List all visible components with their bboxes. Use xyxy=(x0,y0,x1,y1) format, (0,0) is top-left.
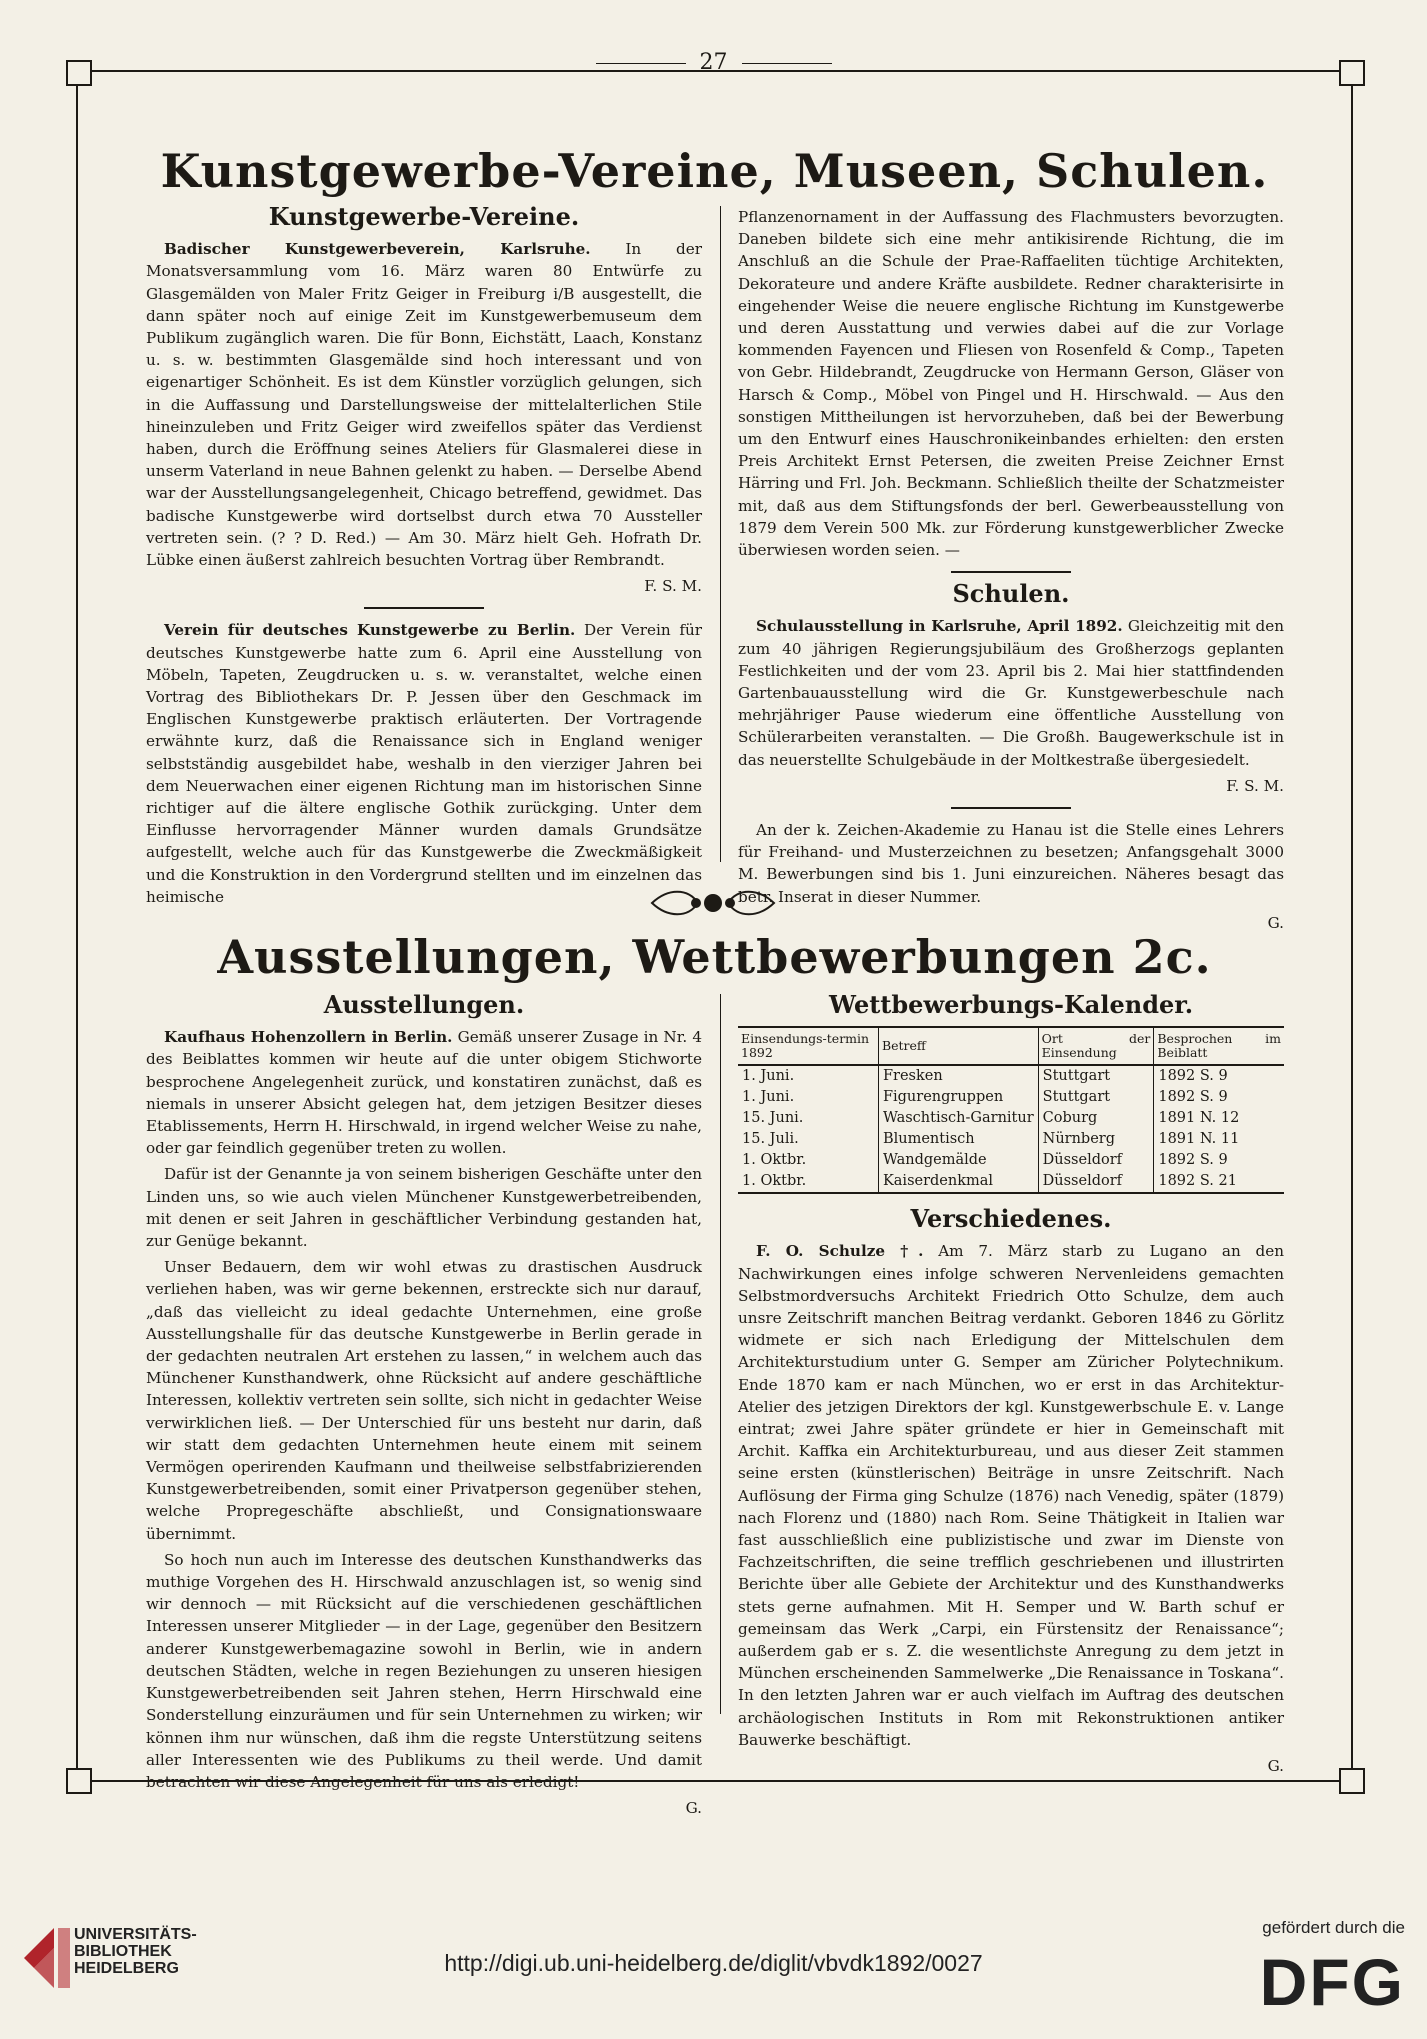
divider xyxy=(951,571,1071,573)
table-header-row xyxy=(738,1027,1284,1065)
divider xyxy=(364,607,484,609)
table-cell: Blumentisch xyxy=(878,1129,1038,1150)
signature: F. S. M. xyxy=(1226,776,1284,795)
signature: F. S. M. xyxy=(644,577,702,596)
paragraph: An der k. Zeichen-Akademie zu Hanau ist die Stelle eines Lehrers für Freihand- und Musterzeichnen zu besetzen; Anfangsgehalt 3000 M. Bewerbungen sind bis 1. Juni einzureichen. Näheres besagt das betr. Inserat in dieser Nummer. xyxy=(738,821,1284,906)
subhead-verschiedenes: Verschiedenes. xyxy=(910,1204,1112,1234)
ub-line: BIBLIOTHEK xyxy=(74,1943,172,1960)
section2-left-column xyxy=(146,990,702,1827)
signature: G. xyxy=(685,1799,702,1818)
table-cell: Düsseldorf xyxy=(1038,1150,1154,1171)
paragraph-text: In der Monatsversammlung vom 16. März waren 80 Entwürfe zu Glasgemälden von Maler Fritz Geiger in Freiburg i/B ausgestellt, die dann später noch auf einige Zeit im Kunstgewerbemuseum dem Publikum zugänglich waren. Die für Bonn, Eichstätt, Laach, Konstanz u. s. w. bestimmten Glasgemälde sind hoch interessant und von eigenartiger Schönheit. Es ist dem Künstler vorzüglich gelungen, sich in die Auffassung und Darstellungsweise der mittelalterlichen Stile hineinzuleben und Fritz Geiger wird zweifellos später das Verdienst haben, durch die Eröffnung seines Ateliers für Glasmalerei diese in unserm Vaterland in neue Bahnen gelenkt zu haben. — Derselbe Abend war der Ausstellungsangelegenheit, Chicago betreffend, gewidmet. Das badische Kunstgewerbe wird dortselbst durch etwa 70 Aussteller vertreten sein. (? ? D. Red.) — Am 30. März hielt Geh. Hofrath Dr. Lübke einen äußerst zahlreich besuchten Vortrag über Rembrandt. xyxy=(146,240,702,570)
frame-corner xyxy=(1339,60,1365,86)
table-cell: Fresken xyxy=(878,1065,1038,1087)
table-cell: 1. Juni. xyxy=(742,1068,795,1085)
paragraph xyxy=(146,1026,702,1159)
table-cell: Nürnberg xyxy=(1038,1129,1154,1150)
section2-title: Ausstellungen, Wettbewerbungen 2c. xyxy=(217,930,1212,984)
table-header: Besprochen im Beiblatt xyxy=(1154,1027,1284,1065)
source-url-link[interactable]: http://digi.ub.uni-heidelberg.de/diglit/vbvdk1892/0027 xyxy=(444,1950,983,1976)
paragraph-lead: Schulausstellung in Karlsruhe, April 1892. xyxy=(756,617,1123,636)
table-cell: 1892 S. 9 xyxy=(1154,1065,1284,1087)
subhead-ausstellungen: Ausstellungen. xyxy=(323,990,525,1019)
paragraph: Unser Bedauern, dem wir wohl etwas zu drastischen Ausdruck verliehen haben, was wir gerne bekennen, erstreckte sich nur darauf, „daß das vielleicht zu ideal gedachte Unternehmen, eine große Ausstellungshalle für das deutsche Kunstgewerbe in Berlin gerade in der gedachten neutralen Art erstehen zu lassen,“ in welchem auch das Münchener Kunsthandwerk, ohne Rücksicht auf andere geschäftliche Interessen, kollektiv vertreten sein sollte, sich nicht in gedachter Weise verwirklichen ließ. — Der Unterschied für uns besteht nur darin, daß wir statt dem gedachten Unternehmen heute einem mit seinem Vermögen operirenden Kaufmann und theilweise selbstfabrizierenden Kunstgewerbetreibenden, somit einer Privatperson gegenüber stehen, welche Propregeschäfte abschließt, und Consignationswaare übernimmt. xyxy=(146,1258,702,1543)
paragraph-lead: Verein für deutsches Kunstgewerbe zu Berlin. xyxy=(164,621,576,640)
paragraph xyxy=(738,615,1284,770)
table-cell: 1891 N. 11 xyxy=(1154,1129,1284,1150)
paragraph: Pflanzenornament in der Auffassung des Flachmusters bevorzugten. Daneben bildete sich eine mehr antikisirende Richtung, die im Anschluß an die Schule der Prae-Raffaeliten tüchtige Architekten, Dekorateure und andere Kräfte ausbildete. Redner charakterisirte in eingehender Weise die neuere englische Richtung im Kunstgewerbe und deren Ausstattung und verwies dabei auf die zur Vorlage kommenden Fayencen und Fliesen von Rosenfeld & Comp., Tapeten von Gebr. Hildebrandt, Zeugdrucke von Hermann Gerson, Gläser von Harsch & Comp., Möbel von Pingel und H. Hirschwald. — Aus den sonstigen Mittheilungen ist hervorzuheben, daß bei der Bewerbung um den Entwurf eines Hauschronikeinbandes erhielten: den ersten Preis Architekt Ernst Petersen, die zweiten Preise Zeichner Ernst Härring und Frl. Joh. Beckmann. Schließlich theilte der Schatzmeister mit, daß aus dem Stiftungsfonds der berl. Gewerbeausstellung von 1879 dem Verein 500 Mk. zur Förderung kunstgewerblicher Zwecke überwiesen worden seien. — xyxy=(738,208,1284,560)
table-cell: 1892 S. 9 xyxy=(1154,1150,1284,1171)
dfg-label: gefördert durch die xyxy=(1262,1918,1405,1937)
table-row xyxy=(738,1108,1284,1129)
table-cell: Figurengruppen xyxy=(878,1087,1038,1108)
ornament-divider xyxy=(648,886,778,920)
column-divider xyxy=(720,206,721,862)
paragraph: Dafür ist der Genannte ja von seinem bisherigen Geschäfte unter den Linden uns, so wie auch vielen Münchener Kunstgewerbetreibenden, mit denen er seit Jahren in geschäftlicher Verbindung gestanden hat, zur Genüge bekannt. xyxy=(146,1165,702,1251)
table-cell: 1891 N. 12 xyxy=(1154,1108,1284,1129)
frame-corner xyxy=(66,1768,92,1794)
paragraph: So hoch nun auch im Interesse des deutschen Kunsthandwerks das muthige Vorgehen des H. Hirschwald anzuschlagen ist, so wenig sind wir dennoch — mit Rücksicht auf die verschiedenen geschäftlichen Interessen unserer Mitglieder — in der Lage, gegenüber den Besitzern anderer Kunstgewerbemagazine sowohl in Berlin, wie in andern deutschen Städten, welche in regen Beziehungen zu unseren hiesigen Kunstgewerbetreibenden seit Jahren stehen, Herrn Hirschwald eine Sonderstellung einzuräumen und für sein Unternehmen zu wirken; wir können ihm nur wünschen, daß ihm die regste Unterstützung seitens aller Interessenten wie des Publikums zu theil werde. Und damit betrachten wir diese Angelegenheit für uns als erledigt! xyxy=(146,1550,702,1791)
table-row xyxy=(738,1087,1284,1108)
table-cell: 1. Oktbr. xyxy=(738,1171,878,1193)
page-number: 27 xyxy=(0,50,1427,75)
subhead-kalender: Wettbewerbungs-Kalender. xyxy=(828,990,1194,1019)
ub-line: UNIVERSITÄTS- xyxy=(74,1926,197,1943)
table-cell: Stuttgart xyxy=(1038,1065,1154,1087)
section1-right-column xyxy=(738,206,1284,942)
table-cell: Waschtisch-Garnitur xyxy=(878,1108,1038,1129)
table-cell: 15. Juni. xyxy=(742,1110,804,1127)
table-cell: Coburg xyxy=(1038,1108,1154,1129)
section2-right-column xyxy=(738,990,1284,1785)
paragraph xyxy=(146,619,702,908)
paragraph xyxy=(738,1240,1284,1751)
divider xyxy=(951,807,1071,809)
paragraph-text: Am 7. März starb zu Lugano an den Nachwirkungen eines infolge schweren Nervenleidens gemachten Selbstmordversuchs Architekt Friedrich Otto Schulze, dem auch unsre Zeitschrift manchen Beitrag verdankt. Geboren 1846 zu Görlitz widmete er sich nach Erledigung der Mittelschulen dem Architekturstudium unter G. Semper am Züricher Polytechnikum. Ende 1870 kam er nach München, wo er erst in das Architektur-Atelier des jetzigen Direktors der kgl. Kunstgewerbschule E. v. Lange eintrat; zwei Jahre später gründete er hier in Gemeinschaft mit Archit. Kaffka ein Architekturbureau, und aus dieser Zeit stammen seine ersten (künstlerischen) Beiträge in unsre Zeitschrift. Nach Auflösung der Firma ging Schulze (1876) nach Venedig, später (1879) nach Florenz und (1880) nach Rom. Seine Thätigkeit in Italien war fast ausschließlich eine publizistische und zwar im Dienste von Fachzeitschriften, die seine trefflich geschriebenen und illustrirten Berichte über alle Gebiete der Architektur und des Kunsthandwerks stets gerne aufnahmen. Mit H. Semper und W. Barth schuf er gemeinsam das Werk „Carpi, ein Fürstensitz der Renaissance“; außerdem gab er s. Z. die wesentlichste Anregung zu dem jetzt in München erscheinenden Sammelwerke „Die Renaissance in Toskana“. In den letzten Jahren war er auch vielfach im Auftrag des deutschen archäologischen Instituts in Rom mit Rekonstruktionen antiker Bauwerke beschäftigt. xyxy=(738,1242,1284,1749)
table-header: Ort der Einsendung xyxy=(1038,1027,1154,1065)
table-row xyxy=(738,1171,1284,1193)
subhead-vereine: Kunstgewerbe-Vereine. xyxy=(268,202,580,231)
subhead-schulen: Schulen. xyxy=(952,579,1070,609)
table-cell: Wandgemälde xyxy=(878,1150,1038,1171)
dfg-logo: DFG xyxy=(1259,1945,1405,2019)
table-cell: 1892 S. 9 xyxy=(1154,1087,1284,1108)
signature: G. xyxy=(1267,913,1284,932)
table-cell: 1. Oktbr. xyxy=(742,1152,807,1169)
table-cell: 1. Juni. xyxy=(742,1089,795,1106)
paragraph-lead: F. O. Schulze †. xyxy=(756,1242,924,1261)
table-row xyxy=(738,1065,1284,1087)
table-cell: Düsseldorf xyxy=(1038,1171,1154,1193)
signature: G. xyxy=(1267,1757,1284,1776)
paragraph xyxy=(146,238,702,571)
table-header: Betreff xyxy=(878,1027,1038,1065)
section1-title: Kunstgewerbe-Vereine, Museen, Schulen. xyxy=(160,144,1269,198)
frame-corner xyxy=(66,60,92,86)
table-cell: Kaiserdenkmal xyxy=(878,1171,1038,1193)
paragraph-text: Gleichzeitig mit den zum 40 jährigen Regierungsjubiläum des Großherzogs geplanten Festlichkeiten und der vom 23. April bis 2. Mai hier stattfindenden Gartenbauausstellung wird die Gr. Kunstgewerbeschule nach mehrjähriger Pause wiederum eine öffentliche Ausstellung von Schülerarbeiten veranstalten. — Die Großh. Baugewerkschule ist in das neuerstellte Schulgebäude in der Moltkestraße übergesiedelt. xyxy=(738,617,1284,769)
table-cell: 15. Juli. xyxy=(742,1131,799,1148)
paragraph-lead: Badischer Kunstgewerbeverein, Karlsruhe. xyxy=(164,240,591,259)
table-cell: Stuttgart xyxy=(1038,1087,1154,1108)
paragraph-text: Gemäß unserer Zusage in Nr. 4 des Beiblattes kommen wir heute auf die unter obigem Stichworte besprochene Angelegenheit zurück, und konstatiren zunächst, daß es niemals in unserer Absicht gelegen hat, dem jetzigen Besitzer dieses Etablissements, Herrn H. Hirschwald, in irgend welcher Weise zu nahe, oder gar feindlich gegenüber treten zu wollen. xyxy=(146,1028,702,1158)
ub-line: HEIDELBERG xyxy=(74,1960,179,1977)
paragraph-lead: Kaufhaus Hohenzollern in Berlin. xyxy=(164,1028,453,1047)
table-row xyxy=(738,1129,1284,1150)
competition-calendar-table xyxy=(738,1026,1284,1194)
paragraph-text: Der Verein für deutsches Kunstgewerbe hatte zum 6. April eine Ausstellung von Möbeln, Tapeten, Zeugdrucken u. s. w. veranstaltet, welche einen Vortrag des Bibliothekars Dr. P. Jessen über den Geschmack im Englischen Kunstgewerbe praktisch erläuterten. Der Vortragende erwähnte kurz, daß die Renaissance sich in England weniger selbstständig ausgebildet habe, weshalb in den vierziger Jahren bei dem Neuerwachen einer eigenen Richtung man im historischen Sinne richtiger auf die ältere englische Gothik zurückging. Unter dem Einflusse hervorragender Männer wurden damals Grundsätze aufgestellt, welche auch für das Kunstgewerbe die Zweckmäßigkeit und die Konstruktion in den Vordergrund stellten und im einzelnen das heimische xyxy=(146,621,702,906)
table-cell: 1892 S. 21 xyxy=(1154,1171,1284,1193)
section1-left-column xyxy=(146,202,702,912)
table-header: Einsendungs-termin 1892 xyxy=(738,1027,878,1065)
table-row xyxy=(738,1150,1284,1171)
frame-corner xyxy=(1339,1768,1365,1794)
column-divider xyxy=(720,994,721,1714)
